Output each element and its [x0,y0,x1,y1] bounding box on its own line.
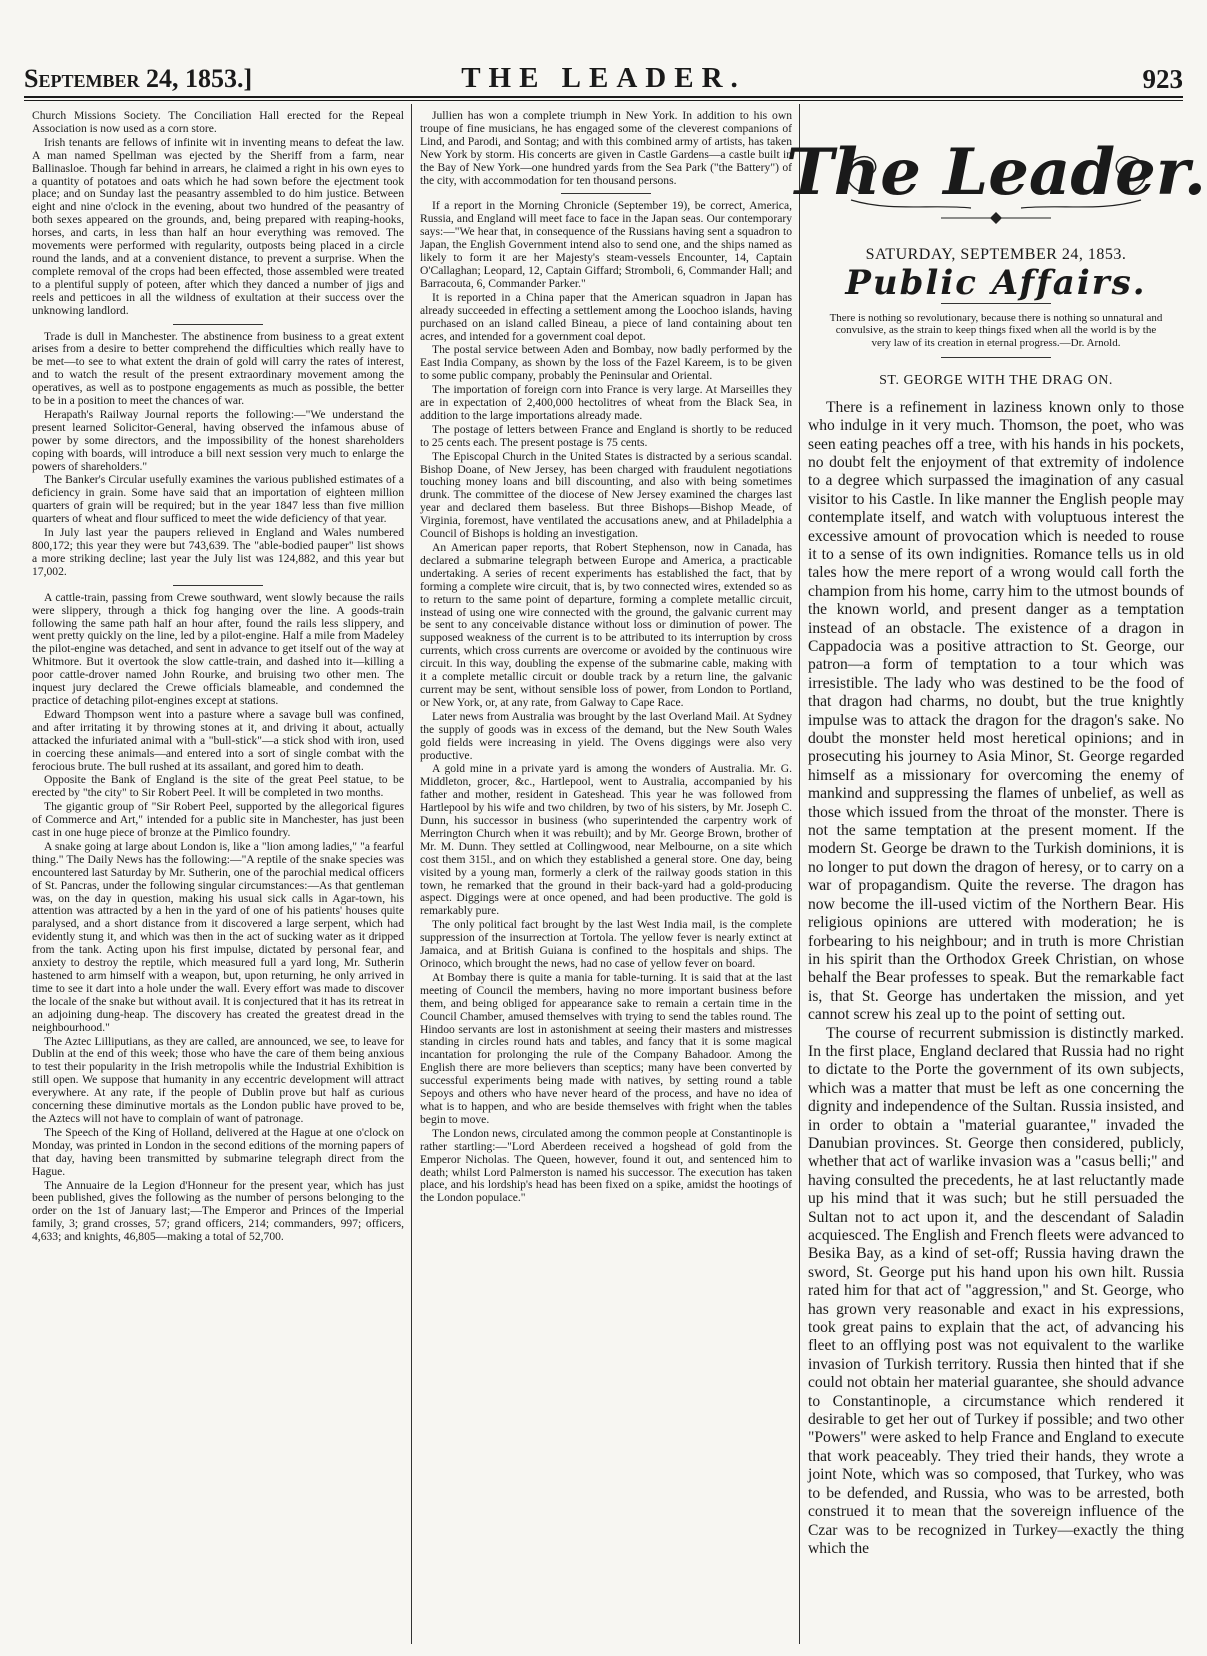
paragraph: There is a refinement in laziness known only to those who indulge in it very much. Thomson, the poet, who was seen eating peaches off a tree, with his hands in his pockets, no doubt felt the enjoyment of that extremity of indolence to a degree which surpassed the imagination of any casual visitor to his Castle. In like manner the English people may contemplate itself, and watch with voluptuous interest the excessive amount of provocation which is needed to rouse it to a sense of its own indignities. Romance tells us in old tales how the mere report of a wrong would call forth the champion from his home, carry him to the utmost bounds of the known world, and present danger as a temptation instead of an obstacle. The existence of a dragon in Cappadocia was a positive attraction to St. George, our patron—a form of temptation to a tour which was irresistible. The lady who was destined to be the food of that dragon had charms, no doubt, but the true knightly impulse was to attack the dragon for the dragon's sake. No doubt the monster held most heretical opinions; and in prosecuting his journey to Asia Minor, St. George regarded himself as a missionary for overcoming the enemy of mankind and suppressing the flames of unbelief, as well as those which issued from the throat of the monster. There is not the same temptation at the present moment. If the modern St. George be drawn to the Turkish dominions, it is no longer to put down the dragon of heresy, or to carry on a war of propagandism. Quite the reverse. The dragon has now become the ill-used victim of the Northern Bear. His religious opinions are uttered with moderation; he is forbearing to his neighbour; and in truth is more Christian in his spirit than the Orthodox Greek Christian, on whose behalf the Bear professes to speak. But the remarkable fact is, that St. George has undertaken the mission, and yet cannot screw his zeal up to the point of setting out. [808,398,1184,1024]
section-heading: Public Affairs. [845,263,1147,304]
paragraph: A gold mine in a private yard is among the wonders of Australia. Mr. G. Middleton, grocer, &c., Hartlepool, went to Australia, accompanied by his father and mother, resident in Gateshead. This year he was followed from Hartlepool by his wife and two children, by two of his sisters, by Mr. Joseph C. Dunn, his successor in business (who superintended the carpentry work of Merrington Church when it was rebuilt); and by Mr. George Brown, brother of Mr. M. Dunn. They settled at Collingwood, near Melbourne, on a site which cost them 315l., and on which they established a general store. One day, being visited by a young man, formerly a clerk of the railway goods station in this town, he remarked that the ground in their back-yard had a gold-producing aspect. Diggings were at once opened, and had been productive. The gold is remarkably pure. [420,762,792,918]
paragraph: Church Missions Society. The Conciliation Hall erected for the Repeal Association is now used as a corn store. [32,109,404,135]
motto-text: There is nothing so revolutionary, because there is nothing so unnatural and convulsive, as the strain to keep things fixed when all the world is by the very law of its creation in eternal progress.—Dr. Arnold. [829,311,1163,349]
paragraph: It is reported in a China paper that the American squadron in Japan has already succeeded in effecting a settlement among the Loochoo islands, having purchased on an island called Bineau, a piece of land containing about ten acres, and intended for a government coal depot. [420,290,792,343]
masthead-text: The Leader. [786,135,1206,210]
article-title: ST. GEORGE WITH THE DRAG ON. [879,373,1113,389]
paragraph: The importation of foreign corn into France is very large. At Marseilles they are in expectation of 2,400,000 hectolitres of wheat from the Black Sea, in addition to the large importations already made. [420,383,792,422]
paragraph: Later news from Australia was brought by the last Overland Mail. At Sydney the supply of goods was in excess of the demand, but the New South Wales gold fields were increasing in yield. The Ovens diggings were also very productive. [420,709,792,762]
paragraph: If a report in the Morning Chronicle (September 19), be correct, America, Russia, and England will meet face to face in the Japan seas. Our contemporary says:—"We hear that, in consequence of the Russians having sent a squadron to Japan, the English Government intend also to send one, and the ships named as likely to form it are her Majesty's steam-vessels Encounter, 14, Captain O'Callaghan; Leopard, 12, Captain Giffard; Stromboli, 6, Commander Hall; and Barracouta, 6, Commander Parker." [420,199,792,290]
motto [826,303,1166,359]
masthead [786,112,1206,240]
header-date: September 24, 1853.] [24,64,253,93]
paragraph: The only political fact brought by the last West India mail, is the complete suppression of the insurrection at Tortola. The yellow fever is nearly extinct at Jamaica, and at British Guiana is confined to the hospitals and ships. The Orinoco, which brought the news, had no case of yellow fever on board. [420,918,792,970]
header-page-number: 923 [1142,64,1183,94]
column-divider-1 [411,104,412,1644]
paragraph: An American paper reports, that Robert Stephenson, now in Canada, has declared a submarine telegraph between Europe and America, a practicable undertaking. A series of recent experiments has established the fact, that by forming a complete wire circuit, that is, by two connected wires, extended so as to return to the same point of departure, forming a complete metallic circuit, instead of using one wire connected with the ground, the galvanic current may be sent to any conceivable distance without loss or diminution of power. The supposed weakness of the current is to be attributed to its interruption by cross currents, which cross currents are overcome or avoided by the continuous wire circuit. In this way, doubling the expense of the submarine cable, making with it a complete metallic circuit or double track by a return line, the galvanic current may be sent, without sensible loss of power, from London to Portland, or New York, or, at any rate, from Galway to Cape Race. [420,541,792,709]
issue-date: SATURDAY, SEPTEMBER 24, 1853. [865,246,1127,263]
paragraph: The postage of letters between France and England is shortly to be reduced to 25 cents each. The present postage is 75 cents. [420,422,792,449]
paragraph: Trade is dull in Manchester. The abstinence from business to a great extent arises from a desire to better comprehend the difficulties which really have to be met—to see to what extent the drain of gold will carry the rates of interest, and to watch the result of the present extraordinary movement among the operatives, as well as to postpone engagements as much as possible, the better to be in a position to meet the chances of war. [32,329,404,408]
paragraph: The Episcopal Church in the United States is distracted by a serious scandal. Bishop Doane, of New Jersey, has been charged with fraudulent negotiations touching money loans and bill discounting, and also with being sometimes drunk. The committee of the diocese of New Jersey examined the charges last year and declared them baseless. But three Bishops—Bishop Meade, of Virginia, foremost, have ventilated the accusations anew, and at Philadelphia a Council of Bishops is holding an investigation. [420,449,792,541]
column-1 [32,110,404,1640]
paragraph: The postal service between Aden and Bombay, now badly performed by the East India Company, as shown by the loss of the Fazel Kareem, is to be given to some public company, probably the Peninsular and Oriental. [420,343,792,383]
paragraph: In July last year the paupers relieved in England and Wales numbered 800,172; this year they were but 743,639. The "able-bodied pauper" list shows a more striking decline; last year the July list was 124,882, and this year but 17,002. [32,526,404,578]
column-2 [420,110,792,1640]
paragraph: The London news, circulated among the common people at Constantinople is rather startling:—"Lord Aberdeen received a hogshead of gold from the Emperor Nicholas. The Queen, however, found it out, and sentenced him to death; whilst Lord Palmerston is named his successor. The execution has taken place, and his lordship's head has been fixed on a spike, amidst the hootings of the London populace." [420,1126,792,1205]
paragraph: The course of recurrent submission is distinctly marked. In the first place, England declared that Russia had no right to dictate to the Porte the government of its own subjects, which was a matter that must be left as one concerning the dignity and independence of the Sultan. Russia insisted, and in order to obtain a "material guarantee," invaded the Danubian provinces. St. George then considered, publicly, whether that act of warlike invasion was a "casus belli;" and having consulted the precedents, he at last reluctantly made up his mind that it was such; but he still persuaded the Sultan not to act upon it, and the descendant of Saladin acquiesced. The English and French fleets were advanced to Besika Bay, as a kind of set-off; Russia having drawn the sword, St. George put his hand upon his own hilt. Russia rated him for that act of "aggression," and St. George, who has grown very reasonable and exact in his expressions, took great pains to explain that the act, of advancing his fleet to an offlying post was not equivalent to the warlike invasion of Turkish territory. Russia then hinted that if she could not obtain her material guarantee, she should advance to Constantinople, a circumstance which rendered it desirable to get her out of Turkey if possible; and two other "Powers" were asked to help France and England to execute that work peaceably. They tried their hands, they wrote a joint Note, which was so composed, that Turkey, who was to be defended, and Russia, who was to be arrested, both construed it to mean that the sovereign influence of the Czar was to be recognized in Turkey—exactly the thing which the [808,1024,1184,1557]
section-separator [173,324,263,325]
paragraph: Irish tenants are fellows of infinite wit in inventing means to defeat the law. A man named Spellman was ejected by the Sheriff from a farm, near Ballinasloe. Though far behind in arrears, he claimed a right in his own eyes to a quantity of potatoes and oats which he had sown before the ejectment took place; and on Sunday last the peasantry assembled to do him justice. Between eight and nine o'clock in the evening, about two hundred of the peasantry of both sexes appeared on the grounds, and, being prepared with reaping-hooks, horses, and carts, in less than half an hour everything was removed. The movements were performed with regularity, outposts being placed in a circle round the lands, and at a convenient distance, to prevent a surprise. When the complete removal of the crops had been effected, those assembled were treated to a plentiful supply of poteen, after which they danced a number of jigs and reels and petticoes in all the wildness of exultation at their success over the unknowing landlord. [32,135,404,317]
header-rule-thin [24,100,1183,101]
paragraph: The Speech of the King of Holland, delivered at the Hague at one o'clock on Monday, was printed in London in the second editions of the morning papers of that day, having been transmitted by submarine telegraph direct from the Hague. [32,1125,404,1178]
paragraph: The gigantic group of "Sir Robert Peel, supported by the allegorical figures of Commerce and Art," intended for a public site in Manchester, has just been cast in one huge piece of bronze at the Pimlico foundry. [32,800,404,840]
paragraph: Jullien has won a complete triumph in New York. In addition to his own troupe of fine musicians, he has engaged some of the cleverest companions of Lind, and Parodi, and Sontag; and with this combined army of artists, has taken New York by storm. His concerts are given in Castle Gardens—a castle built in the Bay of New York—one hundred yards from the Sea Park ("the Battery") of the city, with accommodation for ten thousand persons. [420,109,792,187]
paragraph: Herapath's Railway Journal reports the following:—"We understand the present learned Solicitor-General, having observed the infamous abuse of power by some directors, and the impossibility of the honest shareholders coping with boards, will introduce a bill next session very much to enlarge the powers of shareholders." [32,407,404,473]
paragraph: The Annuaire de la Legion d'Honneur for the present year, which has just been published, gives the following as the number of persons belonging to the order on the 1st of January last;—The Emperor and Princes of the Imperial family, 3; grand crosses, 57; grand officers, 214; commanders, 997; officers, 4,633; and knights, 46,805—making a total of 52,700. [32,1178,404,1244]
paragraph: At Bombay there is quite a mania for table-turning. It is said that at the last meeting of Council the members, having no more important business before them, and being obliged for appearance sake to remain a certain time in the Council Chamber, amused themselves with trying to send the tables round. The Hindoo servants are lost in astonishment at seeing their masters and mistresses standing in circles round hats and tables, and fancy that it is some magical incantation for prolonging the rule of the Company Bahadoor. Among the English there are more believers than sceptics; many have been converted by successful experiments being made with natives, by setting round a table Sepoys and others who have never heard of the process, and have no idea of what is to happen, and who are beside themselves with fright when the tables begin to move. [420,970,792,1126]
section-separator [561,193,651,194]
paragraph: Edward Thompson went into a pasture where a savage bull was confined, and after irritating it by throwing stones at it, and driving it about, actually attacked the infuriated animal with a "bull-stick"—a stick shod with iron, used in coercing these animals—and entered into a sort of single combat with the ferocious brute. The bull rushed at its assailant, and gored him to death. [32,707,404,773]
paragraph: Opposite the Bank of England is the site of the great Peel statue, to be erected by "the city" to Sir Robert Peel. It will be completed in two months. [32,773,404,800]
header-rule [24,96,1183,98]
masthead-logo [786,112,1206,232]
paragraph: A snake going at large about London is, like a "lion among ladies," "a fearful thing." The Daily News has the following:—"A reptile of the snake species was encountered last Saturday by Mr. Sutherin, one of the parochial medical officers of St. Pancras, under the following singular circumstances:—As that gentleman was, on the day in question, making his usual sick calls in Agar-town, his attention was attracted by a hen in the yard of one of his patients' houses quite paralysed, and a short distance from it discovered a large serpent, which had evidently stung it, and which was then in the act of sucking water as it dripped from the tank. Acting upon his first impulse, dictated by personal fear, and anxiety to destroy the reptile, which measured full a yard long, Mr. Sutherin hastened to arm himself with a weapon, but, upon returning, he only arrived in time to see it dart into a hole under the wall. Every effort was made to discover the locale of the snake but without avail. It is conjectured that it has its retreat in an adjoining dung-heap. The discovery has created the greatest dread in the neighbourhood." [32,839,404,1034]
section-separator [173,585,263,586]
paragraph: A cattle-train, passing from Crewe southward, went slowly because the rails were slippery, through a thick fog hanging over the line. A goods-train following the same path half an hour after, found the rails less slippery, and went pretty quickly on the line, led by a pilot-engine. Half a mile from Madeley the pilot-engine was detached, and sent in advance to get itself out of the way at Whitmore. But it overtook the slow cattle-train, and dashed into it—killing a poor cattle-drover named John Rourke, and bruising two other men. The inquest jury declared the Crewe officials blameable, and condemned the practice of detaching pilot-engines except at stations. [32,590,404,707]
page-header [24,58,1183,98]
motto-rule [941,357,1051,358]
paragraph: The Banker's Circular usefully examines the various published estimates of a deficiency in grain. Some have said that an importation of eighteen million quarters of grain will be required; but in the year 1847 less than five million quarters of wheat and flour sufficed to meet the wide deficiency of that year. [32,473,404,526]
column-divider-2 [799,104,800,1644]
header-title: THE LEADER. [461,62,746,94]
column-3 [786,110,1206,1640]
paragraph: The Aztec Lilliputians, as they are called, are announced, we see, to leave for Dublin at the end of this week; those who have the care of them being anxious to test their popularity in the Irish metropolis while the Industrial Exhibition is still open. We suppose that humanity in any eccentric development will attract everywhere. At any rate, if the people of Dublin prove but half as curious concerning these diminutive mortals as the London public have proved to be, the Aztecs will not have to complain of want of patronage. [32,1034,404,1125]
